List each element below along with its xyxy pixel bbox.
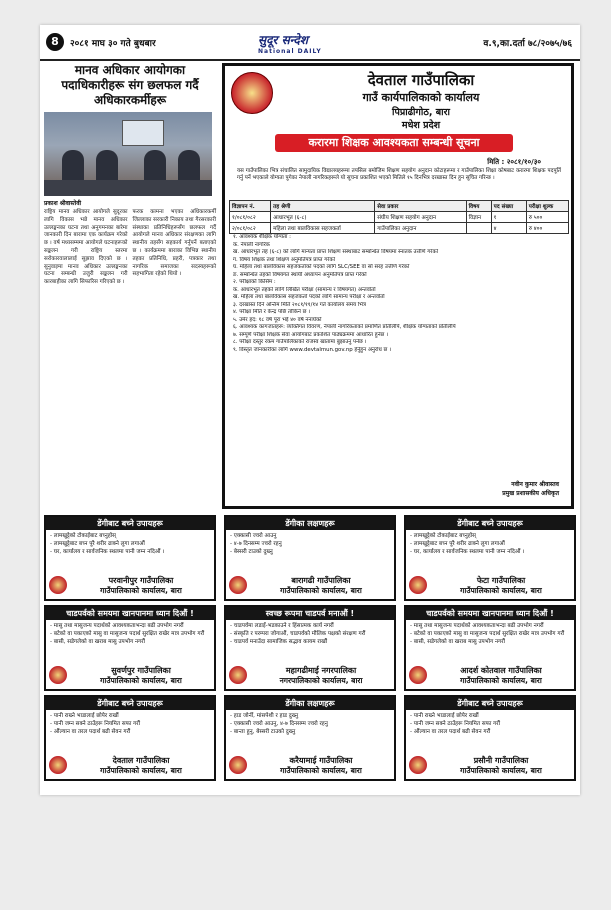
ad-line: - पानी जम्न सक्ने ठाउँहरू नियमित सफा गरौं [410, 721, 501, 727]
recruitment-notice [222, 63, 574, 509]
ad-line: - पानी राख्ने भाडालाई छोपेर राखौं [410, 713, 479, 719]
ad-line: - हाड जोर्नी, मांसपेशी र हाड दुख्नु [230, 713, 299, 719]
requirement-item: ६. आवश्यक कागजातहरू: व्यक्तिगत विवरण, नेपाली नागरिकताको प्रमाणित प्रतिलिपि, शैक्षिक योग्यताको प्रतिलिपि [233, 324, 456, 330]
table-cell: ४ [491, 223, 526, 234]
story-column: राष्ट्रिय मानव अधिकार आयोगले सुदूरका लागि विकास भन्ने मानव अधिकार उल्लङ्घनका घटना तथा अनुगमनका बारेमा जानकारी दिन बारामा एक कार्यक्रम गरेको छ । वर्ष मध्यसम्ममा आयोगले घटनाहरूको सङ्कलन गरी राष्ट्रिय स्तरमा सरोकारवालालाई सुझाव दिएको छ । सुनुवाइमा मानव अधिकार उल्लङ्घनका घटना सम्बन्धी उजुरी सङ्कलन गरी कारबाहीका लागि सिफारिस गरिएको छ । [44, 209, 128, 286]
requirement-item: क. नेपाली नागरिक [233, 241, 270, 248]
ad-footer [49, 756, 211, 776]
ad-office-name: फेटा गाउँपालिका [476, 576, 526, 585]
ad-title: स्वच्छ रूपमा चाडपर्व मनाऔं ! [226, 607, 394, 620]
municipality-seal-icon [49, 576, 67, 594]
ad-office-name: देवताल गाउँपालिका [112, 756, 170, 765]
ad-office-name: करैयामाई गाउँपालिका [289, 756, 353, 765]
public-service-ad [44, 515, 216, 601]
story-photo [44, 112, 212, 196]
requirement-item: ९. विस्तृत जानकारीका लागि www.devtalmun.gov.np हेर्नुहुन अनुरोध छ । [233, 346, 392, 353]
ad-line: - चाडपर्व मनाउँदा सामाजिक सद्भाव कायम राखौं [230, 639, 328, 645]
ad-office-line2: गाउँपालिकाको कार्यालय, बारा [100, 766, 182, 775]
public-service-ad [224, 695, 396, 781]
notice-intro: यस गाउँपालिका भित्र संचालित सामुदायिक विद्यालयहरूमा तपसिल बमोजिम शिक्षण सहयोग अनुदान कोटाहरूमा र गाउँपालिका शिक्षा कोषबाट करारमा शिक्षक पदपूर्ति गर्नु पर्ने भएकाले योग्यता पुगेका नेपाली नागरिकहरूले यो सूचना प्रकाशित भएको मितिले १५ दिनभित्र दरखास्त दिन हुन सूचित गरिन्छ । [237, 168, 561, 182]
notice-office-name: देवताल गाउँपालिका [367, 71, 475, 89]
requirement-item: ७. सम्पूर्ण परीक्षा शिक्षक सेवा आयोगबाट प्रकाशित पाठ्यक्रममा आधारित हुनेछ । [233, 331, 389, 338]
story-column: फरक कामना भएका अधिकारकर्मी जिल्लाका सरकारी निकाय तथा गैरसरकारी संस्थाका प्रतिनिधिहरूसँग छलफल गर्दै आयोगले मानव अधिकार संरक्षणका लागि स्थानीय तहसँग सहकार्य गर्नुपर्ने बताएको छ । कार्यक्रममा बाराका विभिन्न स्थानीय तहका प्रतिनिधि, प्रहरी, पत्रकार तथा नागरिक समाजका सदस्यहरूको सहभागिता रहेको थियो । [132, 209, 216, 278]
municipality-seal-icon [229, 576, 247, 594]
ad-line: - औंल्यान वा तरल पदार्थ बढी सेवन गरौं [410, 729, 491, 735]
ad-line: - एक्कासी ज्वरो आउनु [230, 533, 277, 539]
ad-title: डेंगीका लक्षणहरू [226, 697, 394, 710]
ad-office-name: आदर्श कोतवाल गाउँपालिका [460, 666, 542, 675]
ad-title: डेंगीबाट बच्ने उपायहरू [406, 697, 574, 710]
ad-office-line2: गाउँपालिकाको कार्यालय, बारा [100, 676, 182, 685]
ad-line: - बटेको वा पकाएको मासु वा मासुजन्य पदार्थ सुरक्षित राखेर मात्र उपभोग गरौं [410, 631, 565, 637]
story-headline: मानव अधिकार आयोगका पदाधिकारीहरू संग छलफल गर्दै अधिकारकर्मीहरू [61, 63, 199, 107]
positions-table [229, 200, 569, 234]
ad-body [406, 530, 574, 578]
ad-line: - लामखुट्टेबाट बच्न पूरै शरीर ढाक्ने लुगा लगाऔं [50, 541, 145, 547]
photo-screen [122, 120, 164, 146]
ad-office-name: बारागढी गाउँपालिका [291, 576, 351, 585]
ad-body [406, 710, 574, 758]
public-service-ad [44, 605, 216, 691]
public-service-ad [224, 515, 396, 601]
ad-body [226, 710, 394, 758]
table-header-row [230, 201, 569, 212]
ad-body [226, 620, 394, 668]
signature-block [502, 480, 559, 498]
ad-office-line2: नगरपालिकाको कार्यालय, बारा [279, 676, 363, 685]
signer-title: प्रमुख प्रशासकीय अधिकृत [502, 490, 559, 497]
notice-office-line2: गाउँ कार्यपालिकाको कार्यालय [362, 91, 480, 104]
ad-line: - पानी राख्ने भाडालाई छोपेर राखौं [50, 713, 119, 719]
public-service-ad [224, 605, 396, 691]
municipality-seal-icon [49, 756, 67, 774]
volume-info: व.९,का.दर्ता ७८/२०७५/७६ [483, 39, 572, 49]
ad-line: - बासी, सडेगलेको वा खराब मासु उपभोग नगरौं [410, 639, 505, 645]
ad-title: चाडपर्वको समयमा खानपानमा ध्यान दिऔं ! [406, 607, 574, 620]
ad-line: - लामखुट्टेबाट बच्न पूरै शरीर ढाक्ने लुगा लगाऔं [410, 541, 505, 547]
notice-title: करारमा शिक्षक आवश्यकता सम्बन्धी सूचना [275, 134, 513, 152]
ad-line: - चाडपर्वमा लडाइँ-भडकाउने र हिंसात्मक कार्य नगरौं [230, 623, 334, 629]
table-header-cell: परीक्षा शुल्क [526, 201, 568, 212]
ad-footer [49, 666, 211, 686]
story-body [44, 209, 216, 287]
requirement-item: ग. विषय शिक्षक तथा शिक्षण अनुमतिपत्र प्राप्त गरेको [233, 256, 335, 263]
table-header-cell: तह श्रेणी [271, 201, 375, 212]
ad-line: - मासु तथा मासुजन्य पदार्थको आवश्यकताभन्दा बढी उपभोग नगरौं [50, 623, 184, 629]
ad-title: डेंगीबाट बच्ने उपायहरू [406, 517, 574, 530]
requirement-item: २. परीक्षाको किसिम : [233, 279, 276, 285]
requirement-item: ङ. सम्बन्धित तहको विषयगत स्थायी अध्यापन अनुमतिपत्र प्राप्त गरेको [233, 271, 367, 278]
notice-office-line3: पिप्राढीगोठ, बारा [391, 107, 450, 118]
ad-body [226, 530, 394, 578]
ad-line: - संस्कृति र परम्परा जोगाऔं, चाडपर्वको मौलिक पक्षको संरक्षण गरौं [230, 631, 366, 637]
ad-line: - घर, कार्यालय र सार्वजनिक स्थलमा पानी जम्न नदिऔं । [50, 549, 165, 555]
ad-office-line2: गाउँपालिकाको कार्यालय, बारा [280, 586, 362, 595]
ad-line: - बान्ता हुनु, बेस्सरी टाउको दुख्नु [230, 729, 296, 735]
photo-table [44, 180, 212, 196]
table-cell: १ [491, 212, 526, 223]
ad-footer [229, 666, 391, 686]
ad-line: - एक्कासी ज्वरो आउनु, ४-७ दिनसम्म ज्वरो रहनु [230, 721, 328, 727]
page-number: 8 [46, 33, 64, 51]
requirement-item: १. आवश्यक शैक्षिक योग्यता : [233, 234, 291, 240]
newspaper-page [40, 25, 580, 795]
table-header-cell: सेवा प्रकार [375, 201, 466, 212]
ad-office-name: परवानीपुर गाउँपालिका [108, 576, 174, 585]
requirement-item: ४. परीक्षा मिति र केन्द्र पछि तोकिने छ । [233, 309, 311, 315]
ad-footer [409, 666, 571, 686]
ad-office-line2: गाउँपालिकाको कार्यालय, बारा [460, 766, 542, 775]
ad-office-line2: गाउँपालिकाको कार्यालय, बारा [460, 586, 542, 595]
table-cell: रु ५०० [526, 212, 568, 223]
story-byline: प्रकाश श्रीवास्तेवी [44, 200, 82, 207]
table-cell: महिला तथा बालविकास सहजकर्ता [271, 223, 375, 234]
table-cell: १/०८१/०८२ [230, 212, 271, 223]
ad-line: - मासु तथा मासुजन्य पदार्थको आवश्यकताभन्दा बढी उपभोग नगरौं [410, 623, 544, 629]
masthead-logo [258, 31, 322, 55]
table-body [230, 212, 569, 234]
table-row [230, 223, 569, 234]
ad-title: डेंगीबाट बच्ने उपायहरू [46, 697, 214, 710]
ad-footer [409, 756, 571, 776]
ad-footer [49, 576, 211, 596]
ad-line: - घर, कार्यालय र सार्वजनिक स्थलमा पानी जम्न नदिऔं । [410, 549, 525, 555]
ad-body [46, 530, 214, 578]
table-cell: आधारभूत (६-८) [271, 212, 375, 223]
requirement-item: ख. महिला तथा बालविकास सहजकर्ता पदको लागि सामान्य परीक्षा र अन्तर्वार्ता [233, 294, 385, 300]
left-story [44, 63, 216, 509]
municipality-seal-icon [229, 666, 247, 684]
ad-office-name: प्रसौनी गाउँपालिका [473, 756, 529, 765]
table-cell: २/०८१/०८२ [230, 223, 271, 234]
requirement-item: ८. परीक्षा दस्तुर रकम गाउँपालिकाको राजस्व खातामा बुझाउनु पर्नेछ । [233, 339, 367, 345]
ad-title: डेंगीबाट बच्ने उपायहरू [46, 517, 214, 530]
table-header-cell: विषय [466, 201, 491, 212]
requirement-item: ३. दरखास्त दिने अन्तिम मिति २०८१/११/१४ गते कार्यालय समय भित्र [233, 301, 366, 308]
ad-office-line2: गाउँपालिकाको कार्यालय, बारा [100, 586, 182, 595]
table-cell: संघीय शिक्षण सहयोग अनुदान [375, 212, 466, 223]
table-cell: विज्ञान [466, 212, 491, 223]
ad-line: - बासी, सडेगलेको वा खराब मासु उपभोग नगरौं [50, 639, 145, 645]
requirement-item: क. आधारभूत तहको लागि लिखित परीक्षा (सामान्य र विषयगत) अन्तर्वार्ता [233, 286, 376, 293]
ad-title: डेंगीका लक्षणहरू [226, 517, 394, 530]
public-service-ad [404, 695, 576, 781]
signer-name: नवीन कुमार श्रीवास्तव [511, 481, 559, 488]
masthead-title: सुदूर सन्देश [258, 33, 308, 47]
masthead-subtitle: National DAILY [258, 48, 322, 55]
ad-line: - बटेको वा पकाएको मासु वा मासुजन्य पदार्थ सुरक्षित राखेर मात्र उपभोग गरौं [50, 631, 205, 637]
ad-office-line2: गाउँपालिकाको कार्यालय, बारा [460, 676, 542, 685]
ad-line: - ४-७ दिनसम्म ज्वरो रहनु [230, 541, 282, 547]
table-row [230, 212, 569, 223]
public-service-ad [404, 605, 576, 691]
table-header-cell: विज्ञापन नं. [230, 201, 271, 212]
ad-office-name: सुवर्णपुर गाउँपालिका [111, 666, 171, 675]
ad-line: - पानी जम्न सक्ने ठाउँहरू नियमित सफा गरौं [50, 721, 141, 727]
ad-line: - लामखुट्टेको टोकाईबाट बच्नुहोस् [410, 533, 476, 539]
public-service-ad [44, 695, 216, 781]
municipality-seal-icon [49, 666, 67, 684]
notice-office-line4: मधेश प्रदेश [401, 120, 441, 131]
municipality-seal-icon [409, 666, 427, 684]
municipality-seal-icon [409, 576, 427, 594]
ad-line: - औंल्यान वा तरल पदार्थ बढी सेवन गरौं [50, 729, 131, 735]
page-header [40, 25, 580, 61]
government-emblem-icon [231, 72, 273, 114]
municipality-seal-icon [229, 756, 247, 774]
requirement-item: ५. उमेर हद: १८ वर्ष पूरा भई ४० वर्ष ननाघेको [233, 316, 322, 323]
table-cell [466, 223, 491, 234]
ad-office-line2: गाउँपालिकाको कार्यालय, बारा [280, 766, 362, 775]
table-cell: रु ४०० [526, 223, 568, 234]
requirement-item: घ. महिला तथा बालविकास सहजकर्ताको पदको लागि SLC/SEE वा सो सरह उत्तीर्ण गरेको [233, 264, 410, 270]
ad-line: - बेस्सरी टाउको दुख्नु [230, 549, 273, 555]
ad-footer [229, 576, 391, 596]
ad-line: - लामखुट्टेको टोकाईबाट बच्नुहोस् [50, 533, 116, 539]
public-service-ad [404, 515, 576, 601]
requirement-item: ख. आधारभूत तह (६-८) को लागि मान्यता प्राप्त शिक्षण संस्थाबाट सम्बन्धित विषयमा स्नातक उत्तीर्ण गरेको [233, 249, 439, 255]
ad-footer [229, 756, 391, 776]
notice-date: मिति : २०८१/१०/३० [487, 158, 541, 166]
ad-body [46, 710, 214, 758]
ad-office-name: महागढीमाई नगरपालिका [285, 666, 357, 675]
municipality-seal-icon [409, 756, 427, 774]
ad-title: चाडपर्वको समयमा खानपानमा ध्यान दिऔं ! [46, 607, 214, 620]
table-cell: गाउँपालिका अनुदान [375, 223, 466, 234]
issue-date: २०८१ माघ ३० गते बुधबार [70, 39, 156, 49]
requirements-list [233, 234, 563, 354]
table-header-cell: पद संख्या [491, 201, 526, 212]
ad-footer [409, 576, 571, 596]
ad-body [406, 620, 574, 668]
ad-body [46, 620, 214, 668]
